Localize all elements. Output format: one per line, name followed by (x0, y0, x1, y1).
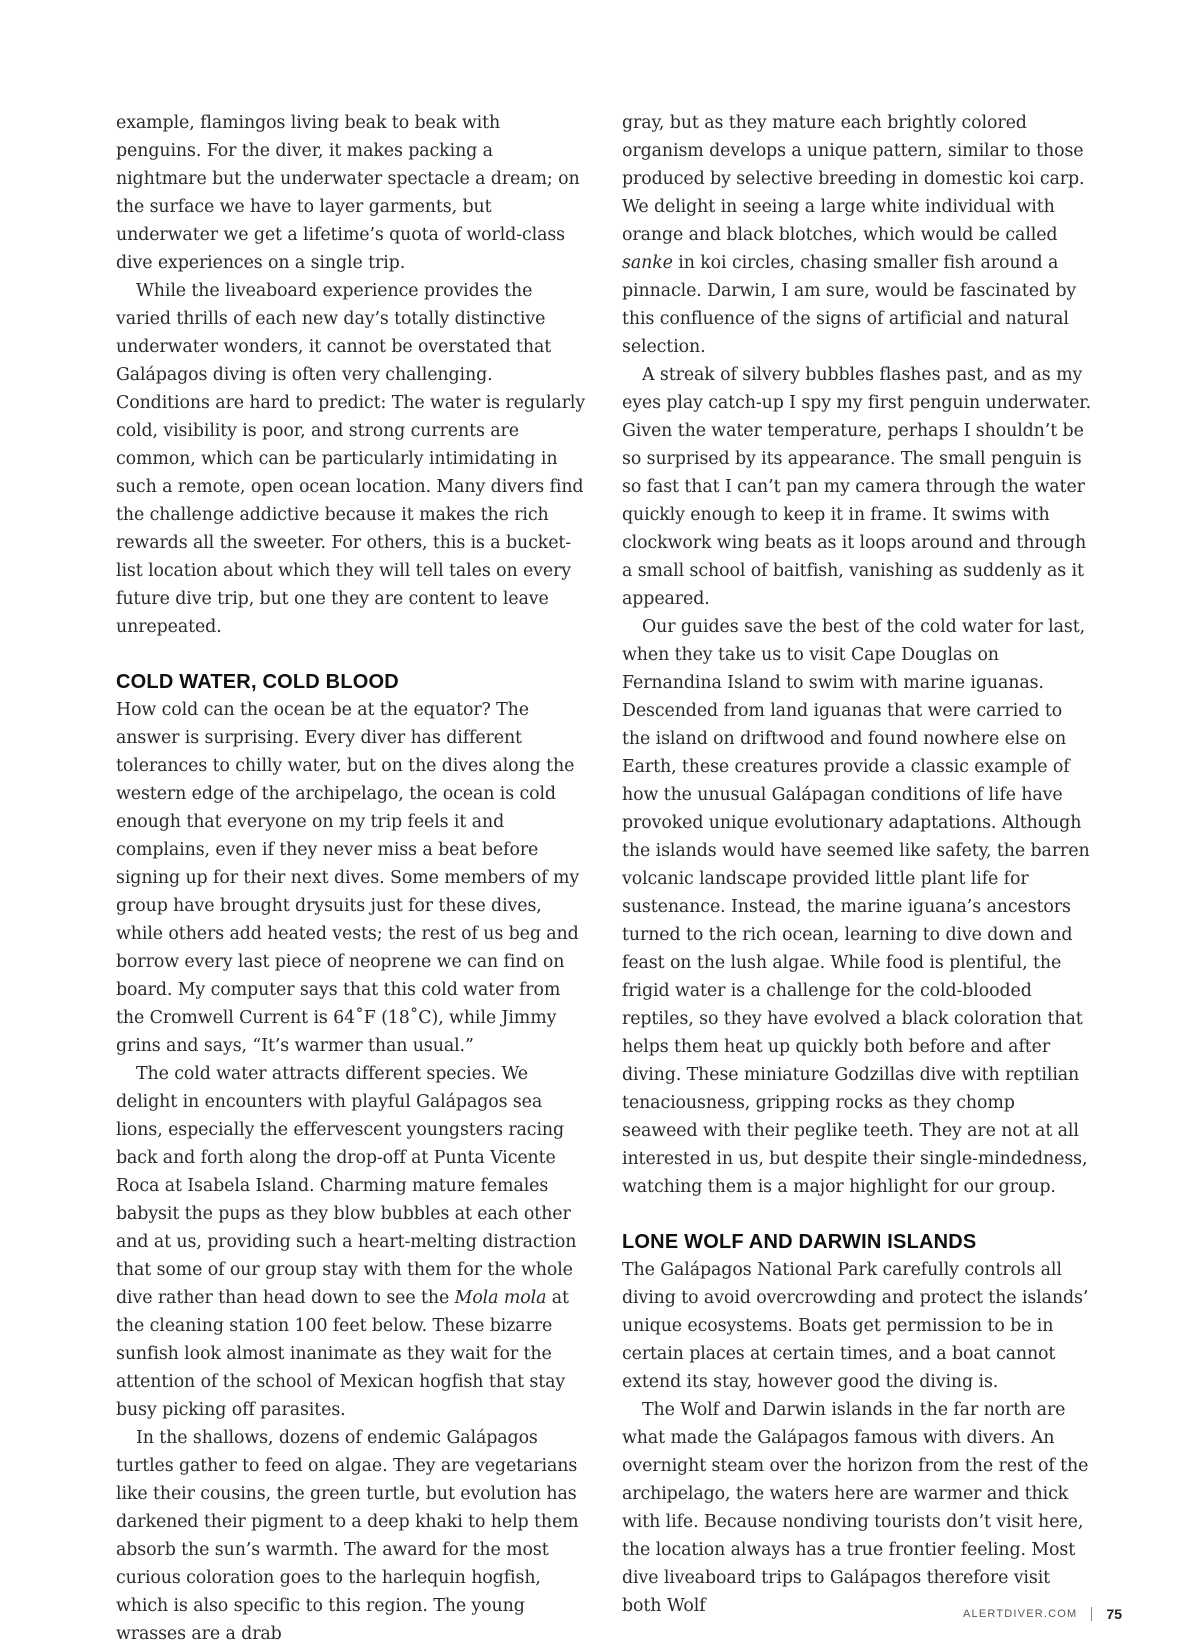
paragraph-penguin: A streak of silvery bubbles flashes past, and as my eyes play catch-up I spy my first penguin underwater. Given the water temperature, perhaps I shouldn’t be so surprised by its appearance. The small penguin is so fast that I can’t pan my camera through the water quickly enough to keep it in frame. It swims with clockwork wing beats as it loops around and through a small school of baitfish, vanishing as suddenly as it appeared. (622, 365, 1092, 609)
paragraph-iguanas: Our guides save the best of the cold water for last, when they take us to visit Cape Douglas on Fernandina Island to swim with marine iguanas. Descended from land iguanas that were carried to the island on driftwood and found nowhere else on Earth, these creatures provide a classic example of how the unusual Galápagan conditions of life have provoked unique evolutionary adaptations. Although the islands would have seemed like safety, the barren volcanic landscape provided little plant life for sustenance. Instead, the marine iguana’s ancestors turned to the rich ocean, learning to dive down and feast on the lush algae. While food is plentiful, the frigid water is a challenge for the cold-blooded reptiles, so they have evolved a black coloration that helps them heat up quickly both before and after diving. These miniature Godzillas dive with reptilian tenaciousness, gripping rocks as they chomp seaweed with their peglike teeth. They are not at all interested in us, but despite their single-mindedness, watching them is a major highlight for our group. (622, 617, 1090, 1197)
koi-text-1: gray, but as they mature each brightly colored organism develops a unique pattern, similar to those produced by selective breeding in domestic koi carp. We delight in seeing a large white individual with orange and black blotches, which would be called (622, 113, 1085, 245)
page-number: 75 (1106, 1606, 1122, 1622)
paragraph-turtles: In the shallows, dozens of endemic Galápagos turtles gather to feed on algae. They are vegetarians like their cousins, the green turtle, but evolution has darkened their pigment to a deep khaki to help them absorb the sun’s warmth. The award for the most curious coloration goes to the harlequin hogfish, which is also specific to this region. The young wrasses are a drab (116, 1428, 579, 1644)
paragraph-wolf-darwin: The Wolf and Darwin islands in the far north are what made the Galápagos famous with divers. An overnight steam over the horizon from the rest of the archipelago, the waters here are warmer and thick with life. Because nondiving tourists don’t visit here, the location always has a true frontier feeling. Most dive liveaboard trips to Galápagos therefore visit both Wolf (622, 1400, 1089, 1616)
paragraph-flamingos: example, flamingos living beak to beak with penguins. For the diver, it makes packing a nightmare but the underwater spectacle a dream; on the surface we have to layer garments, but underwater we get a lifetime’s quota of world-class dive experiences on a single trip. (116, 113, 580, 273)
paragraph-sea-lions (116, 1060, 586, 1424)
footer-site: ALERTDIVER.COM (963, 1608, 1078, 1620)
mola-mola-italic: Mola mola (454, 1288, 547, 1308)
paragraph-national-park: The Galápagos National Park carefully controls all diving to avoid overcrowding and protect the islands’ unique ecosystems. Boats get permission to be in certain places at certain times, and a boat cannot extend its stay, however good the diving is. (622, 1260, 1089, 1392)
paragraph-liveaboard: While the liveaboard experience provides the varied thrills of each new day’s totally distinctive underwater wonders, it cannot be overstated that Galápagos diving is often very challenging. Conditions are hard to predict: The water is regularly cold, visibility is poor, and strong currents are common, which can be particularly intimidating in such a remote, open ocean location. Many divers find the challenge addictive because it makes the rich rewards all the sweeter. For others, this is a bucket-list location about which they will tell tales on every future dive trip, but one they are content to leave unrepeated. (116, 281, 586, 637)
sanke-italic: sanke (622, 253, 673, 273)
paragraph-equator: How cold can the ocean be at the equator? The answer is surprising. Every diver has different tolerances to chilly water, but on the dives along the western edge of the archipelago, the ocean is cold enough that everyone on my trip feels it and complains, even if they never miss a beat before signing up for their next dives. Some members of my group have brought drysuits just for these dives, while others add heated vests; the rest of us beg and borrow every last piece of neoprene we can find on board. My computer says that this cold water from the Cromwell Current is 64˚F (18˚C), while Jimmy grins and says, “It’s warmer than usual.” (116, 700, 580, 1056)
koi-text-2: in koi circles, chasing smaller fish around a pinnacle. Darwin, I am sure, would be fascinated by this confluence of the signs of artificial and natural selection. (622, 253, 1077, 357)
paragraph-koi (622, 109, 1094, 361)
heading-wolf-darwin: LONE WOLF AND DARWIN ISLANDS (622, 1231, 977, 1253)
footer-divider (1091, 1607, 1092, 1621)
right-column (622, 109, 1094, 1620)
sea-lions-text-1: The cold water attracts different species. We delight in encounters with playful Galápagos sea lions, especially the effervescent youngsters racing back and forth along the drop-off at Punta Vicente Roca at Isabela Island. Charming mature females babysit the pups as they blow bubbles at each other and at us, providing such a heart-melting distraction that some of our group stay with them for the whole dive rather than head down to see the (116, 1064, 577, 1308)
heading-cold-water: COLD WATER, COLD BLOOD (116, 671, 399, 693)
left-column (116, 109, 586, 1648)
page-footer (963, 1606, 1122, 1622)
sea-lions-text-2: at the cleaning station 100 feet below. These bizarre sunfish look almost inanimate as they wait for the attention of the school of Mexican hogfish that stay busy picking off parasites. (116, 1288, 569, 1420)
